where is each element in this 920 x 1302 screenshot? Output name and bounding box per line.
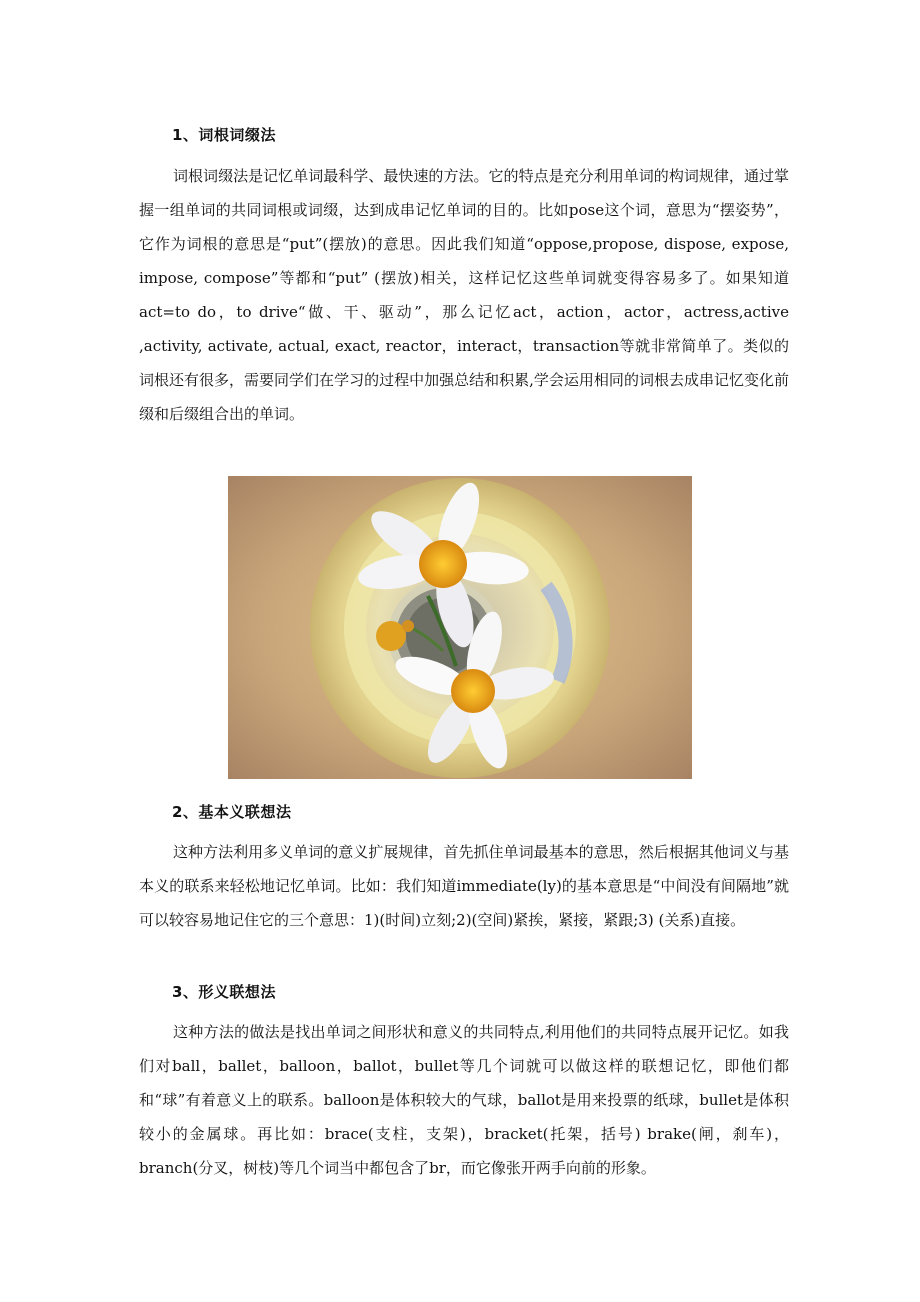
- section-3-paragraph: 这种方法的做法是找出单词之间形状和意义的共同特点,利用他们的共同特点展开记忆。如我们对ball，ballet，balloon，ballot，bullet等几个词就可以做这样的联想记忆，即他们都和“球”有着意义上的联系。balloon是体积较大的气球，ballot是用来投票的纸球，bullet是体积较小的金属球。再比如：brace(支柱，支架)，bracket(托架，括号) brake(闸，刹车)，branch(分叉，树枝)等几个词当中都包含了br，而它像张开两手向前的形象。: [139, 1023, 789, 1177]
- section-2-heading: 2、基本义联想法: [172, 803, 292, 821]
- section-3-heading: 3、形义联想法: [172, 983, 276, 1001]
- daisy-photo: [228, 476, 692, 779]
- daisy-photo-icon: [228, 476, 692, 779]
- section-1-heading: 1、词根词缀法: [172, 126, 276, 144]
- section-2-paragraph: 这种方法利用多义单词的意义扩展规律，首先抓住单词最基本的意思，然后根据其他词义与基本义的联系来轻松地记忆单词。比如：我们知道immediate(ly)的基本意思是“中间没有间隔地”就可以较容易地记住它的三个意思：1)(时间)立刻;2)(空间)紧挨，紧接，紧跟;3) (关系)直接。: [139, 843, 789, 929]
- section-1-paragraph: 词根词缀法是记忆单词最科学、最快速的方法。它的特点是充分利用单词的构词规律，通过掌握一组单词的共同词根或词缀，达到成串记忆单词的目的。比如pose这个词，意思为“摆姿势”，它作为词根的意思是“put”(摆放)的意思。因此我们知道“oppose,propose, dispose, expose, impose, compose”等都和“put” (摆放)相关，这样记忆这些单词就变得容易多了。如果知道act=to do，to drive“做、干、驱动”，那么记忆act，action，actor，actress,active ,activity, activate, actual, exact, reactor，interact，transaction等就非常简单了。类似的词根还有很多，需要同学们在学习的过程中加强总结和积累,学会运用相同的词根去成串记忆变化前缀和后缀组合出的单词。: [139, 167, 789, 423]
